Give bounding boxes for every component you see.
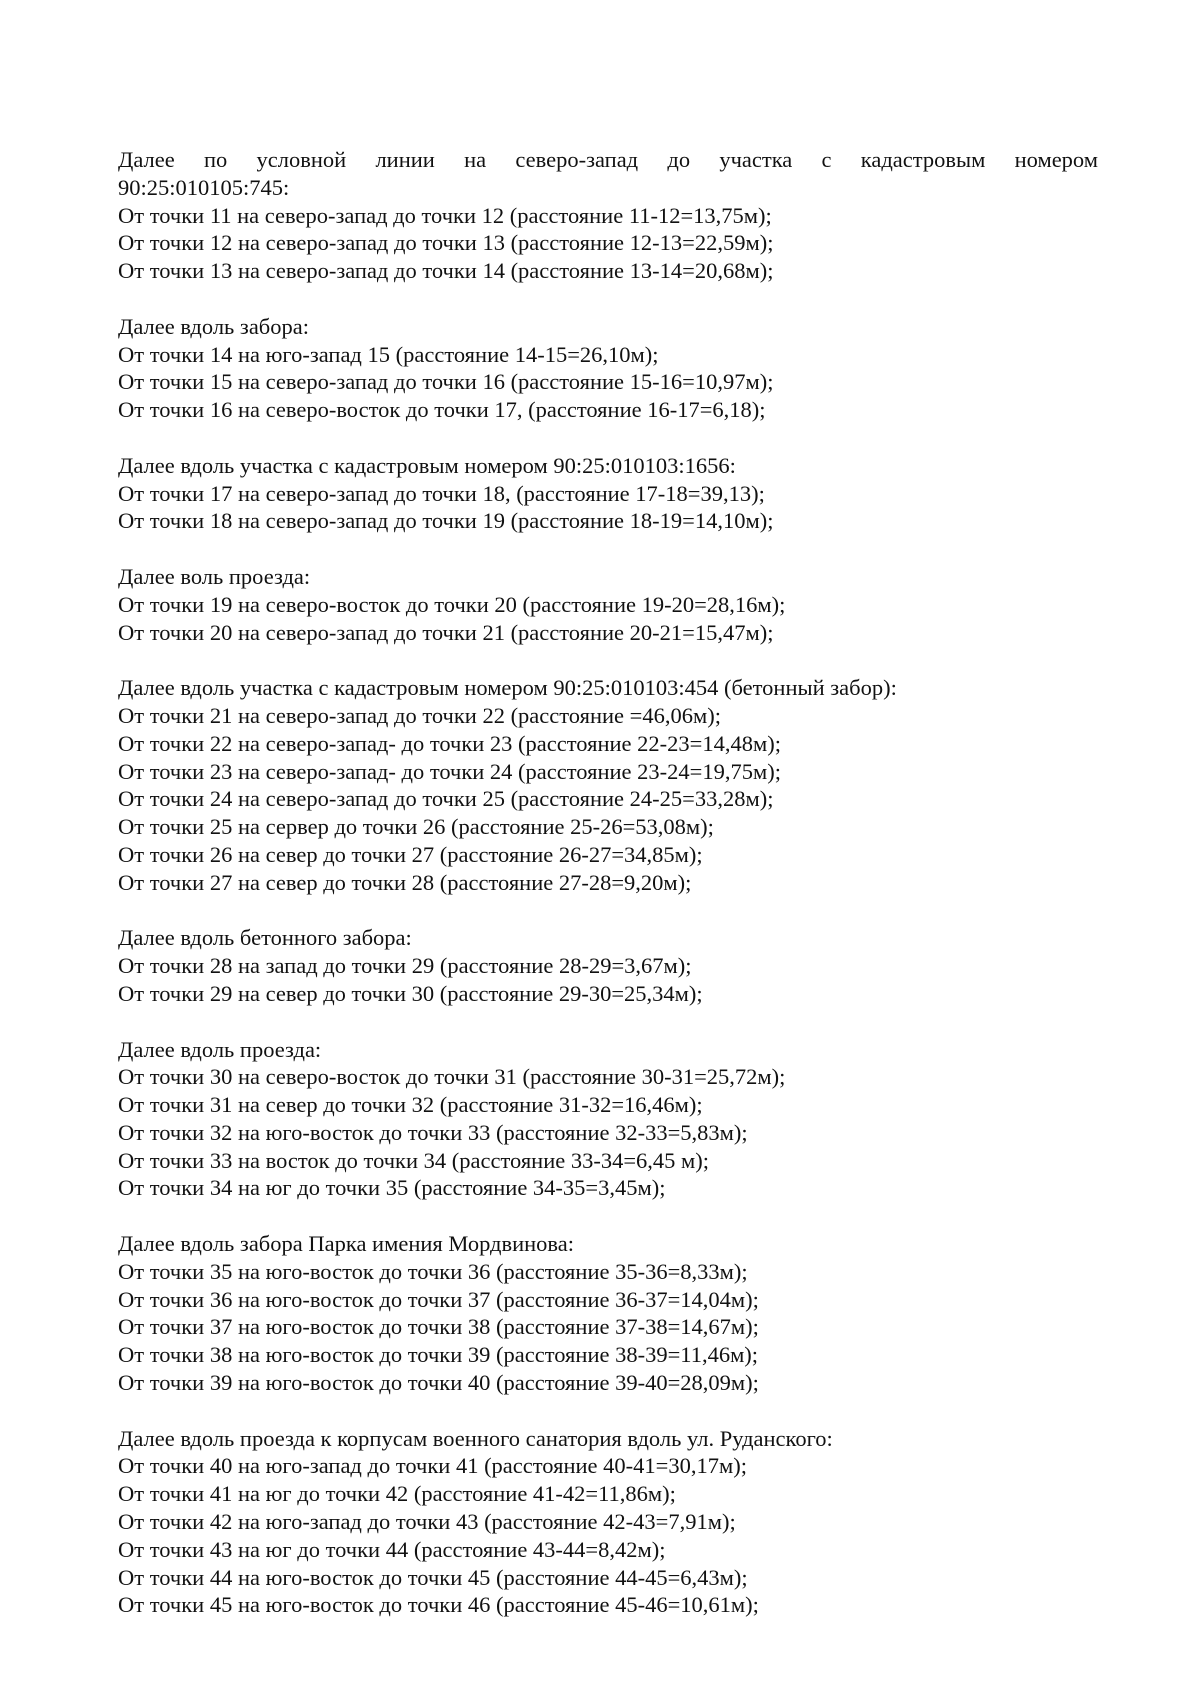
section-heading: Далее по условной линии на северо-запад до участка с кадастровым номером bbox=[118, 147, 1098, 172]
section-7 bbox=[118, 1036, 1098, 1203]
section-heading: Далее воль проезда: bbox=[118, 563, 311, 589]
boundary-line: От точки 38 на юго-восток до точки 39 (расстояние 38-39=11,46м); bbox=[118, 1342, 759, 1368]
section-8 bbox=[118, 1230, 1098, 1397]
boundary-line: От точки 34 на юг до точки 35 (расстояние 34-35=3,45м); bbox=[118, 1175, 666, 1201]
boundary-line: От точки 30 на северо-восток до точки 31 (расстояние 30-31=25,72м); bbox=[118, 1064, 786, 1090]
section-5 bbox=[118, 674, 1098, 896]
boundary-line: От точки 26 на север до точки 27 (расстояние 26-27=34,85м); bbox=[118, 841, 703, 867]
section-3 bbox=[118, 452, 1098, 535]
boundary-line: От точки 24 на северо-запад до точки 25 (расстояние 24-25=33,28м); bbox=[118, 786, 774, 812]
boundary-line: От точки 12 на северо-запад до точки 13 (расстояние 12-13=22,59м); bbox=[118, 230, 774, 256]
boundary-line: От точки 21 на северо-запад до точки 22 (расстояние =46,06м); bbox=[118, 702, 721, 728]
boundary-line: От точки 29 на север до точки 30 (расстояние 29-30=25,34м); bbox=[118, 980, 703, 1006]
boundary-line: От точки 32 на юго-восток до точки 33 (расстояние 32-33=5,83м); bbox=[118, 1119, 748, 1145]
section-1 bbox=[118, 146, 1098, 285]
section-heading: Далее вдоль участка с кадастровым номером 90:25:010103:1656: bbox=[118, 452, 736, 478]
boundary-line: От точки 31 на север до точки 32 (расстояние 31-32=16,46м); bbox=[118, 1092, 703, 1118]
section-heading: Далее вдоль проезда: bbox=[118, 1036, 322, 1062]
boundary-line: От точки 39 на юго-восток до точки 40 (расстояние 39-40=28,09м); bbox=[118, 1370, 759, 1396]
boundary-line: От точки 19 на северо-восток до точки 20 (расстояние 19-20=28,16м); bbox=[118, 591, 786, 617]
boundary-line: От точки 41 на юг до точки 42 (расстояние 41-42=11,86м); bbox=[118, 1481, 676, 1507]
boundary-line: От точки 11 на северо-запад до точки 12 (расстояние 11-12=13,75м); bbox=[118, 202, 772, 228]
section-heading: Далее вдоль забора Парка имения Мордвинова: bbox=[118, 1231, 574, 1257]
boundary-line: От точки 33 на восток до точки 34 (расстояние 33-34=6,45 м); bbox=[118, 1147, 710, 1173]
section-6 bbox=[118, 924, 1098, 1007]
boundary-line: От точки 27 на север до точки 28 (расстояние 27-28=9,20м); bbox=[118, 869, 692, 895]
section-heading-continuation: 90:25:010105:745: bbox=[118, 174, 290, 200]
section-heading: Далее вдоль участка с кадастровым номером 90:25:010103:454 (бетонный забор): bbox=[118, 675, 897, 701]
boundary-line: От точки 28 на запад до точки 29 (расстояние 28-29=3,67м); bbox=[118, 953, 692, 979]
section-heading: Далее вдоль проезда к корпусам военного санатория вдоль ул. Руданского: bbox=[118, 1425, 833, 1451]
section-heading: Далее вдоль бетонного забора: bbox=[118, 925, 412, 951]
boundary-line: От точки 18 на северо-запад до точки 19 (расстояние 18-19=14,10м); bbox=[118, 508, 774, 534]
boundary-line: От точки 23 на северо-запад- до точки 24 (расстояние 23-24=19,75м); bbox=[118, 758, 781, 784]
boundary-line: От точки 45 на юго-восток до точки 46 (расстояние 45-46=10,61м); bbox=[118, 1592, 759, 1618]
section-9 bbox=[118, 1425, 1098, 1620]
boundary-line: От точки 36 на юго-восток до точки 37 (расстояние 36-37=14,04м); bbox=[118, 1286, 759, 1312]
boundary-line: От точки 42 на юго-запад до точки 43 (расстояние 42-43=7,91м); bbox=[118, 1509, 736, 1535]
section-4 bbox=[118, 563, 1098, 646]
boundary-line: От точки 22 на северо-запад- до точки 23 (расстояние 22-23=14,48м); bbox=[118, 730, 781, 756]
section-2 bbox=[118, 313, 1098, 424]
document-body bbox=[118, 146, 1098, 1619]
section-heading: Далее вдоль забора: bbox=[118, 313, 309, 339]
boundary-line: От точки 37 на юго-восток до точки 38 (расстояние 37-38=14,67м); bbox=[118, 1314, 759, 1340]
boundary-line: От точки 13 на северо-запад до точки 14 (расстояние 13-14=20,68м); bbox=[118, 258, 774, 284]
boundary-line: От точки 16 на северо-восток до точки 17, (расстояние 16-17=6,18); bbox=[118, 397, 766, 423]
boundary-line: От точки 35 на юго-восток до точки 36 (расстояние 35-36=8,33м); bbox=[118, 1258, 748, 1284]
boundary-line: От точки 15 на северо-запад до точки 16 (расстояние 15-16=10,97м); bbox=[118, 369, 774, 395]
boundary-line: От точки 14 на юго-запад 15 (расстояние 14-15=26,10м); bbox=[118, 341, 659, 367]
boundary-line: От точки 40 на юго-запад до точки 41 (расстояние 40-41=30,17м); bbox=[118, 1453, 747, 1479]
boundary-line: От точки 25 на сервер до точки 26 (расстояние 25-26=53,08м); bbox=[118, 814, 714, 840]
boundary-line: От точки 44 на юго-восток до точки 45 (расстояние 44-45=6,43м); bbox=[118, 1564, 748, 1590]
boundary-line: От точки 43 на юг до точки 44 (расстояние 43-44=8,42м); bbox=[118, 1536, 666, 1562]
boundary-line: От точки 20 на северо-запад до точки 21 (расстояние 20-21=15,47м); bbox=[118, 619, 774, 645]
boundary-line: От точки 17 на северо-запад до точки 18, (расстояние 17-18=39,13); bbox=[118, 480, 765, 506]
